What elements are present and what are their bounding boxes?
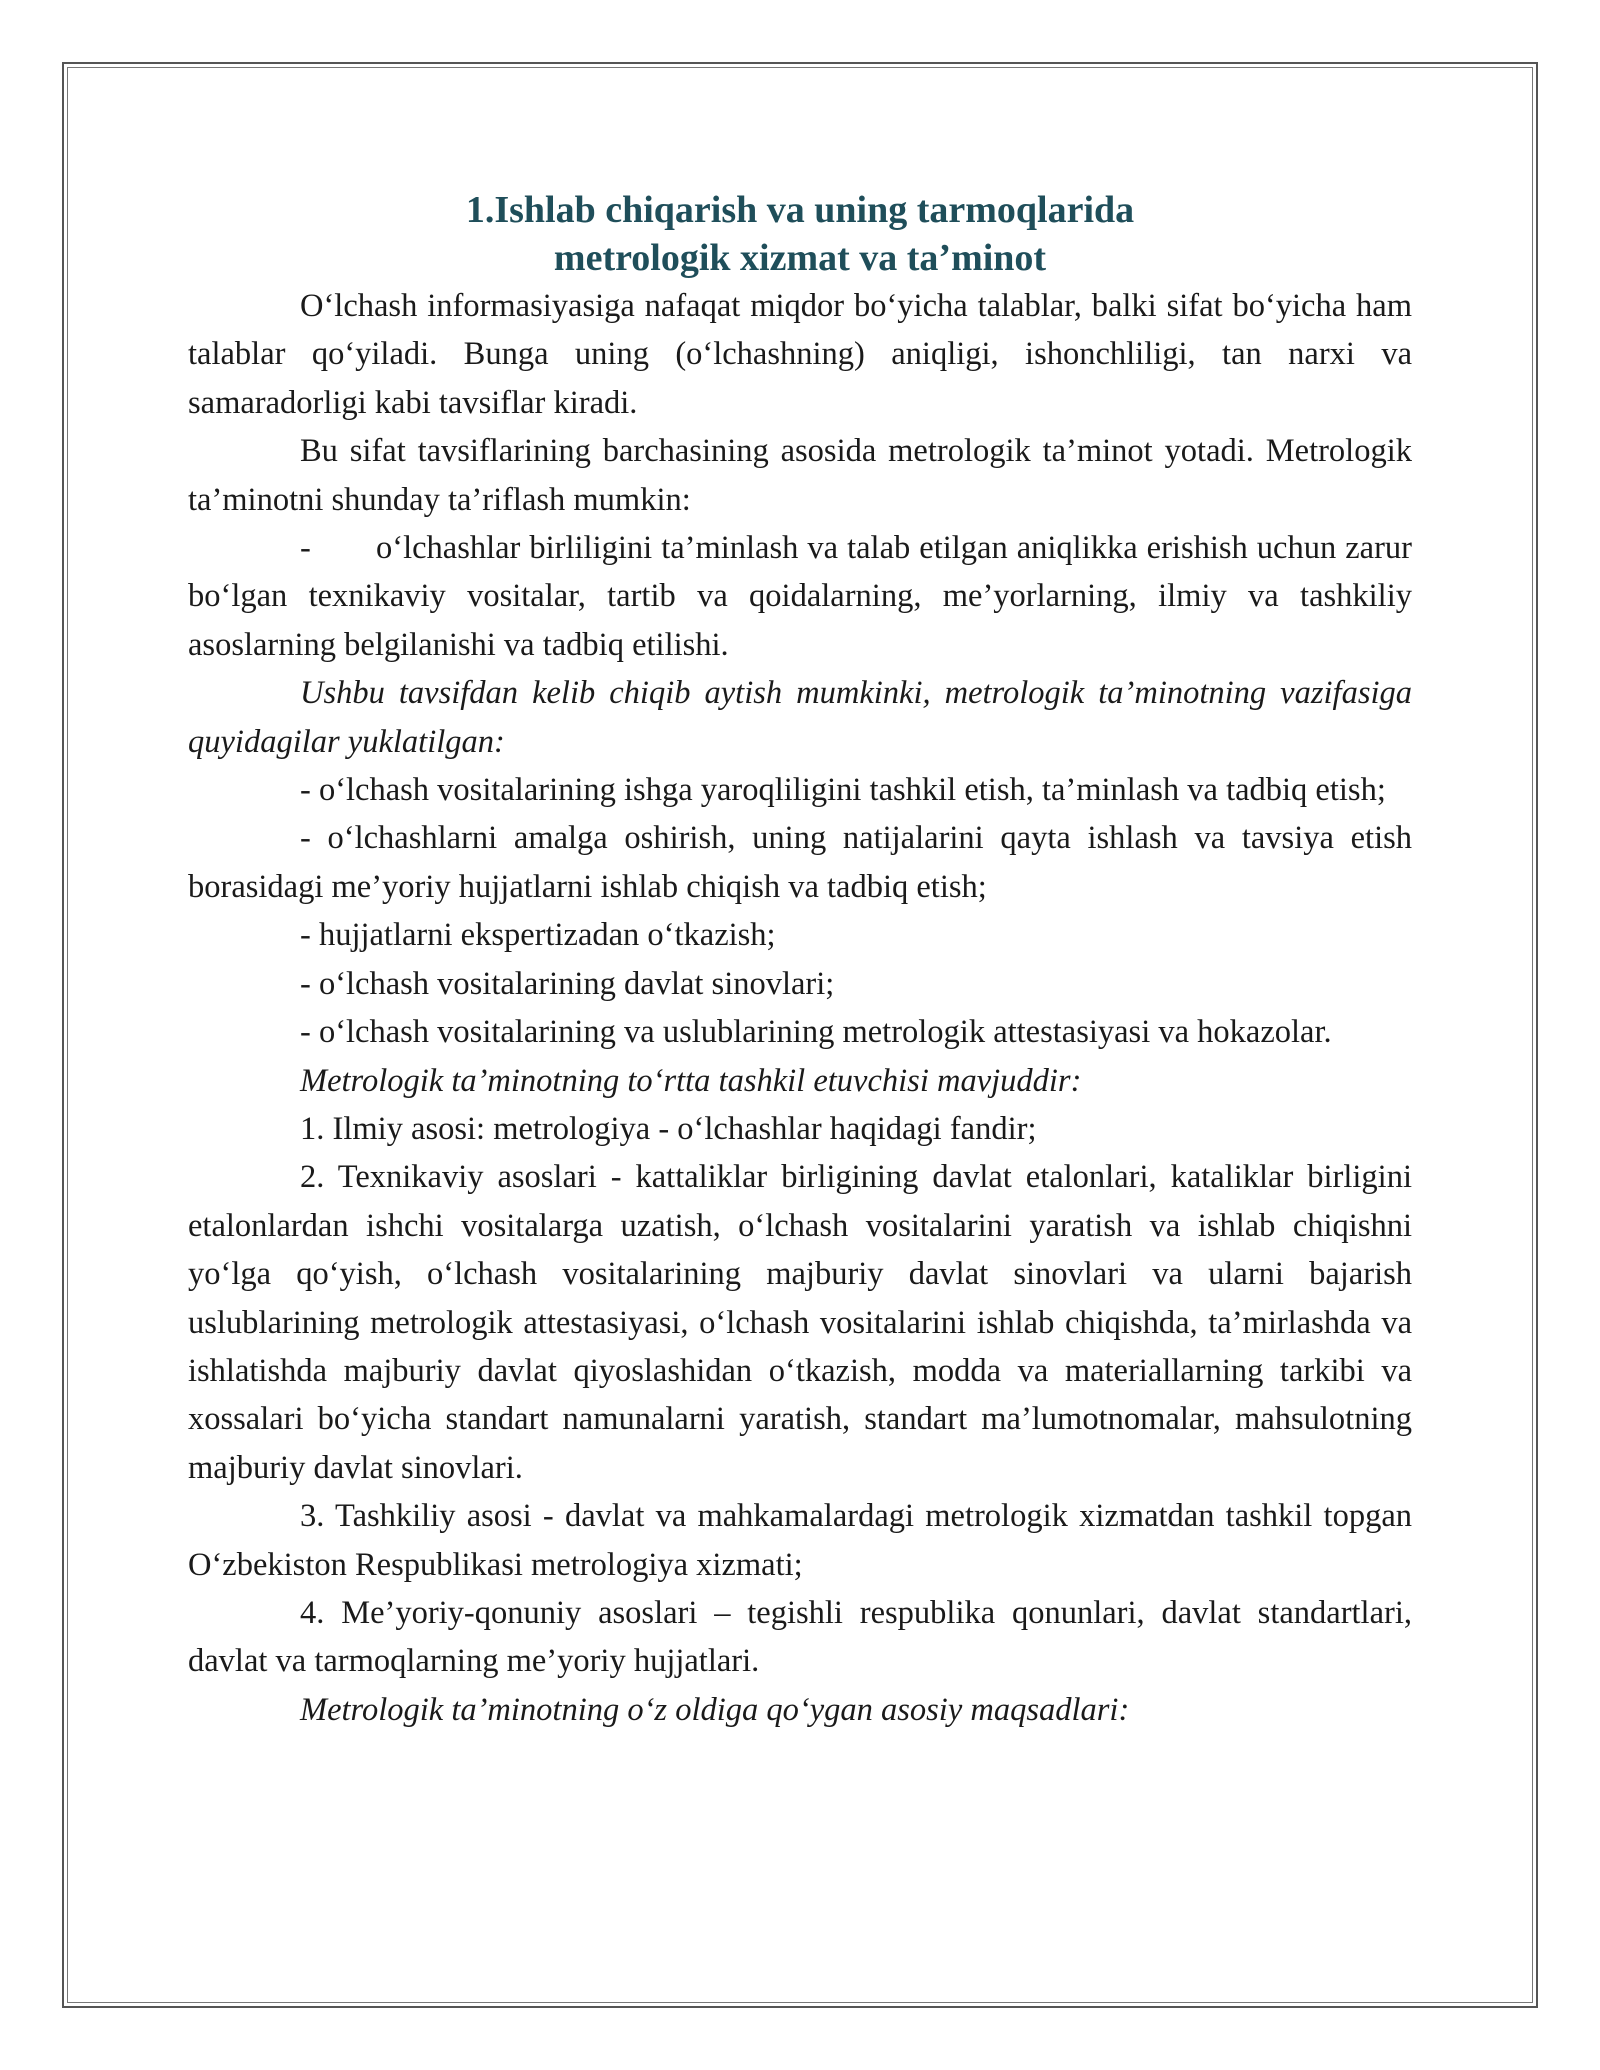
paragraph-2: Bu sifat tavsiflarining barchasining asosida metrologik ta’minot yotadi. Metrologik ta’minotni shunday ta’riflash mumkin: (188, 433, 1412, 518)
title-number: 1 (465, 189, 485, 231)
list-item-4: - o‘lchash vositalarining davlat sinovlari; (300, 965, 835, 1002)
document-body (188, 186, 1412, 1734)
body-text (188, 282, 1412, 1734)
list-item-1: - o‘lchash vositalarining ishga yaroqliligini tashkil etish, ta’minlash va tadbiq etish; (300, 772, 1386, 809)
definition-text: o‘lchashlar birliligini ta’minlash va talab etilgan aniqlikka erishish uchun zarur bo‘lgan texnikaviy vositalar, tartib va qoidalarning, me’yorlarning, ilmiy va tashkiliy asoslarning belgilanishi va tadbiq etilishi. (188, 530, 1412, 663)
numbered-item-4: 4. Me’yoriy-qonuniy asoslari – tegishli respublika qonunlari, davlat standartlari, davlat va tarmoqlarning me’yoriy hujjatlari. (188, 1594, 1412, 1680)
document-title (188, 186, 1412, 282)
numbered-item-3: 3. Tashkiliy asosi - davlat va mahkamalardagi metrologik xizmatdan tashkil topgan O‘zbekiston Respublikasi metrologiya xizmati; (188, 1498, 1412, 1583)
paragraph-goals-heading: Metrologik ta’minotning o‘z oldiga qo‘ygan asosiy maqsadlari: (300, 1691, 1130, 1728)
list-item-2: - o‘lchashlarni amalga oshirish, uning natijalarini qayta ishlash va tavsiya etish borasidagi me’yoriy hujjatlarni ishlab chiqish va tadbiq etish; (188, 820, 1412, 905)
title-line-1: .Ishlab chiqarish va uning tarmoqlarida (484, 189, 1135, 231)
numbered-item-2: 2. Texnikaviy asoslari - kattaliklar birligining davlat etalonlari, kataliklar birligini etalonlardan ishchi vositalarga uzatish, o‘lchash vositalarini yaratish va ishlab chiqishni yo‘lga qo‘yish, o‘lchash vositalarining majburiy davlat sinovlari va ularni bajarish uslublarining metrologik attestasiyasi, o‘lchash vositalarini ishlab chiqishda, ta’mirlashda va ishlatishda majburiy davlat qiyoslashidan o‘tkazish, modda va materiallarning tarkibi va xossalari bo‘yicha standart namunalarni yaratish, standart ma’lumotnomalar, mahsulotning majburiy davlat sinovlari. (188, 1159, 1412, 1486)
title-line-2: metrologik xizmat va ta’minot (553, 237, 1047, 279)
list-item-3: - hujjatlarni ekspertizadan o‘tkazish; (300, 917, 776, 954)
list-item-5: - o‘lchash vositalarining va uslublarining metrologik attestasiyasi va hokazolar. (300, 1014, 1332, 1051)
list-dash: - (300, 530, 311, 567)
paragraph-3-definition (188, 524, 1412, 669)
paragraph-components-heading: Metrologik ta’minotning to‘rtta tashkil etuvchisi mavjuddir: (300, 1062, 1082, 1099)
paragraph-1: O‘lchash informasiyasiga nafaqat miqdor bo‘yicha talablar, balki sifat bo‘yicha ham talablar qo‘yiladi. Bunga uning (o‘lchashning) aniqligi, ishonchliligi, tan narxi va samaradorligi kabi tavsiflar kiradi. (188, 288, 1412, 421)
paragraph-4-italic: Ushbu tavsifdan kelib chiqib aytish mumkinki, metrologik ta’minotning vazifasiga quyidagilar yuklatilgan: (188, 675, 1412, 760)
numbered-item-1: 1. Ilmiy asosi: metrologiya - o‘lchashlar haqidagi fandir; (300, 1110, 1037, 1147)
